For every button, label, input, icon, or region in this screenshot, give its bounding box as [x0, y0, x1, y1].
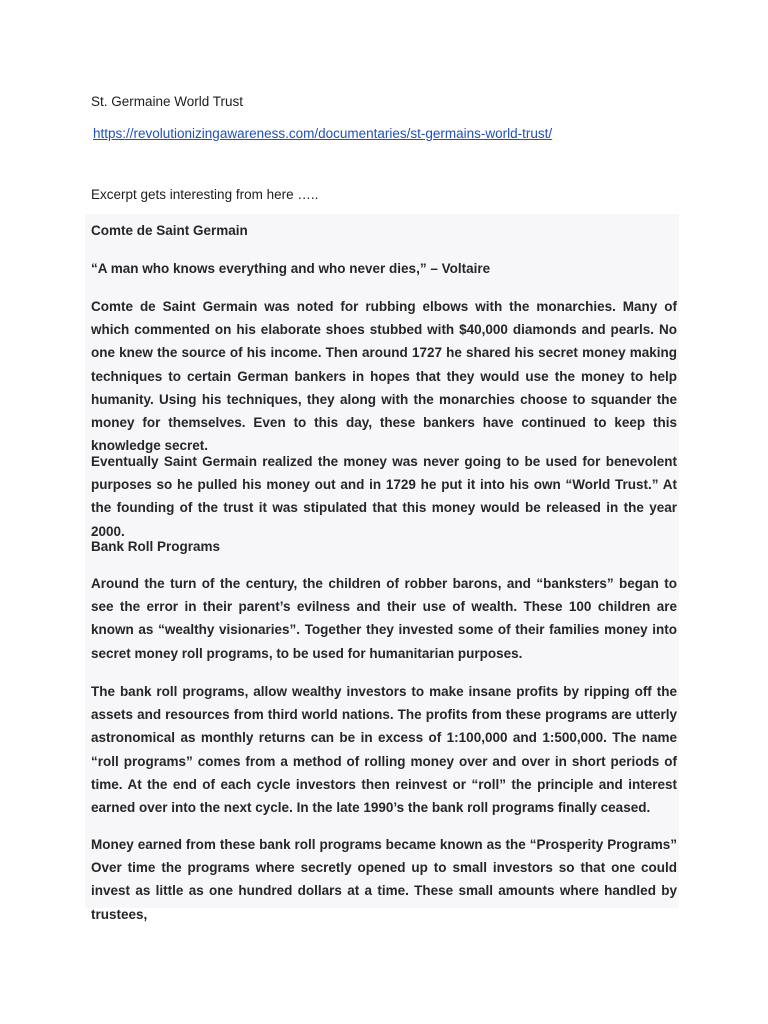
voltaire-quote: “A man who knows everything and who never dies,” – Voltaire [91, 261, 491, 276]
document-title: St. Germaine World Trust [91, 94, 244, 109]
section-heading-comte: Comte de Saint Germain [91, 223, 248, 238]
intro-text: Excerpt gets interesting from here ….. [91, 187, 319, 202]
source-link[interactable]: https://revolutionizingawareness.com/documentaries/st-germains-world-trust/ [93, 126, 553, 141]
paragraph-2: Eventually Saint Germain realized the money was never going to be used for benevolent purposes so he pulled his money out and in 1729 he put it into his own “World Trust.” At the founding of the trust it was stipulated that this money would be released in the year 2000. [91, 454, 677, 539]
section-heading-bank-roll: Bank Roll Programs [91, 539, 221, 554]
paragraph-3: Around the turn of the century, the children of robber barons, and “banksters” began to see the error in their parent’s evilness and their use of wealth. These 100 children are known as “wealthy visionaries”. Together they invested some of their families money into secret money roll programs, to be used for humanitarian purposes. [91, 576, 677, 661]
paragraph-1: Comte de Saint Germain was noted for rubbing elbows with the monarchies. Many of which commented on his elaborate shoes stubbed with $40,000 diamonds and pearls. No one knew the source of his income. Then around 1727 he shared his secret money making techniques to certain German bankers in hopes that they would use the money to help humanity. Using his techniques, they along with the monarchies choose to squander the money for themselves. Even to this day, these bankers have continued to keep this knowledge secret. [91, 299, 677, 454]
paragraph-5: Money earned from these bank roll programs became known as the “Prosperity Programs” Over time the programs where secretly opened up to small investors so that one could invest as little as one hundred dollars at a time. These small amounts where handled by trustees, [91, 837, 677, 922]
paragraph-4: The bank roll programs, allow wealthy investors to make insane profits by ripping off the assets and resources from third world nations. The profits from these programs are utterly astronomical as monthly returns can be in excess of 1:100,000 and 1:500,000. The name “roll programs” comes from a method of rolling money over and over in short periods of time. At the end of each cycle investors then reinvest or “roll” the principle and interest earned over into the next cycle. In the late 1990’s the bank roll programs finally ceased. [91, 684, 677, 816]
